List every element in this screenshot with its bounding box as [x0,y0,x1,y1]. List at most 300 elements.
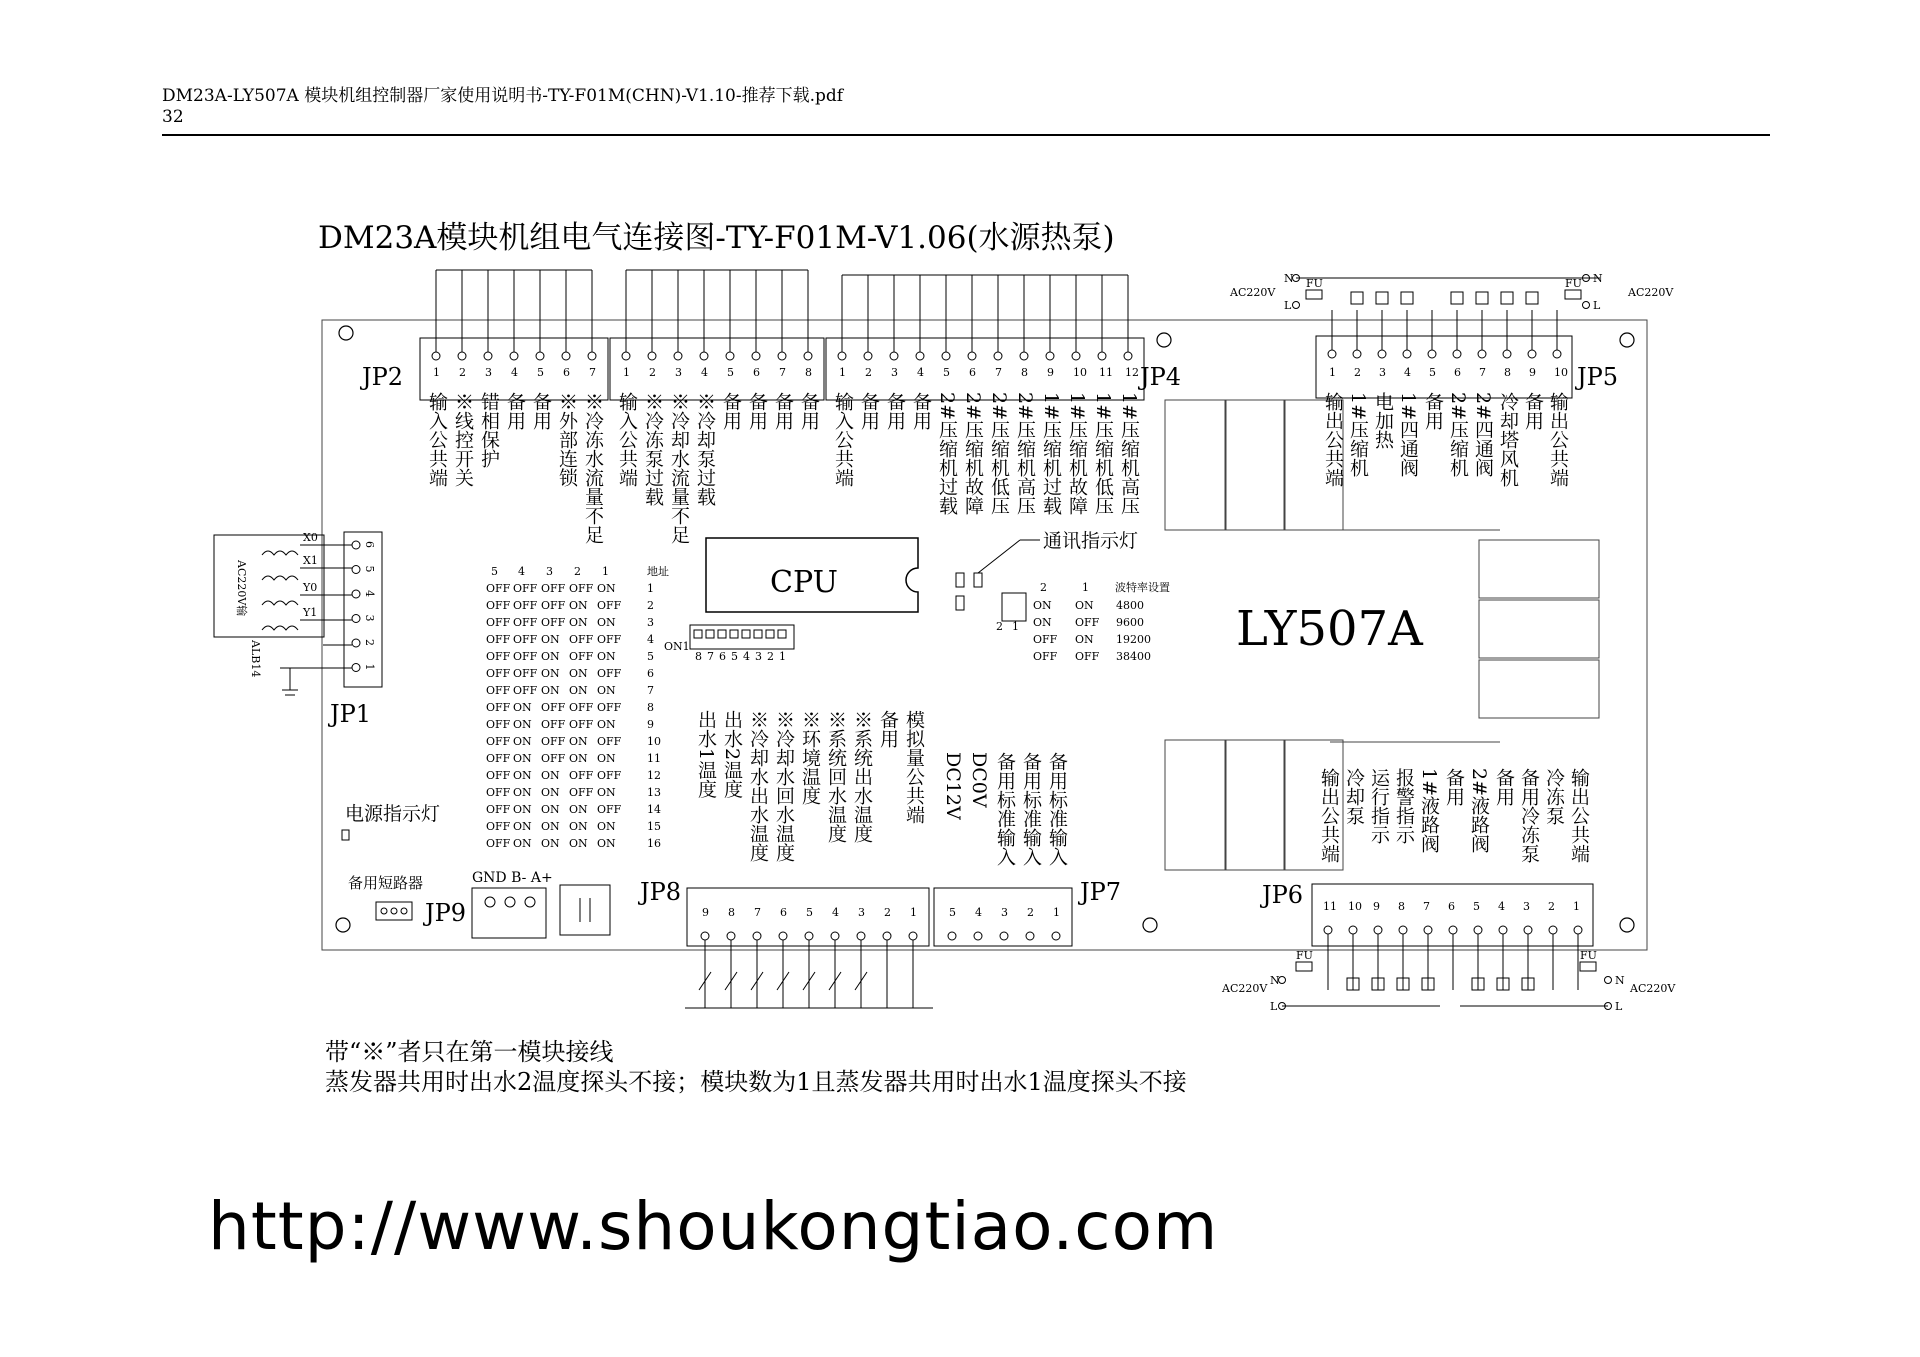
address-switch-state: ON [541,633,560,646]
jp4-pin-number: 7 [995,366,1002,379]
address-switch-state: ON [541,786,560,799]
jp6-output-label: 冷冻泵 [1543,768,1565,825]
address-switch-state: OFF [569,701,594,714]
address-switch-state: ON [513,735,532,748]
address-switch-state: ON [569,752,588,765]
baud-switch-state: ON [1033,616,1052,629]
jp8-terminal [857,932,865,940]
address-switch-state: OFF [541,616,566,629]
jp1-connector [344,532,382,687]
address-switch-state: OFF [486,582,511,595]
jp1-label: JP1 [330,700,372,728]
jp6-terminal [1324,926,1332,934]
address-switch-state: ON [569,616,588,629]
jp8-sensor-label: 备用 [877,710,899,748]
spare-shorting-header [376,902,412,920]
jp8-sensor-label: ※冷却水出水温度 [747,710,769,862]
address-switch-state: ON [541,667,560,680]
ac220-label: AC220V [1222,982,1268,995]
jp4-input-label: 2#压缩机低压 [988,392,1010,516]
jp4-pin-number: 6 [969,366,976,379]
address-switch-state: OFF [486,735,511,748]
address-switch-state: OFF [486,701,511,714]
jp6-pin-number: 2 [1548,900,1555,913]
jp4-input-label: 备用 [884,392,906,430]
jp4-terminal [1020,352,1028,360]
jp1-transformer [214,535,352,695]
jp8-terminal [805,932,813,940]
jp3-input-label: ※冷却水流量不足 [668,392,690,544]
jp2-terminal [536,352,544,360]
jp3-terminal [622,352,630,360]
address-switch-state: OFF [569,650,594,663]
line-terminal [1293,302,1300,309]
jp5-pin-number: 8 [1504,366,1511,379]
jp7-connector [934,752,1072,946]
address-switch-state: ON [513,786,532,799]
jp6-terminal [1574,926,1582,934]
jp2-input-label: ※线控开关 [452,392,474,487]
address-switch-state: OFF [486,599,511,612]
jp7-label: JP7 [1080,878,1122,906]
jp6-pin-number: 6 [1448,900,1455,913]
dip-toggle [778,630,786,638]
baud-dip-switch [1002,593,1026,621]
jp6-pin-number: 4 [1498,900,1505,913]
address-value: 3 [647,616,654,629]
jp2-terminal [432,352,440,360]
jp1-pin-number: 5 [363,565,376,573]
jp3-input-label: 备用 [798,392,820,430]
transformer-ac220: AC220V输 [235,560,248,617]
address-switch-state: ON [597,752,616,765]
baud-dip-pin: 1 [1012,620,1019,633]
baud-column-header: 1 [1082,581,1089,594]
ac220-label: AC220V [1628,286,1674,299]
transformer-alb: ALB14 [249,640,262,678]
jp8-sensor-label: 出水2温度 [721,710,743,799]
line-terminal [1583,302,1590,309]
jp1-terminal [352,541,360,549]
jp8-connector [685,710,933,1008]
jp4-input-label: 1#压缩机过载 [1040,392,1062,516]
address-switch-state: ON [569,803,588,816]
address-value: 6 [647,667,654,680]
address-switch-state: OFF [597,769,622,782]
jp8-pin-number: 1 [910,906,917,919]
jp3-terminal [752,352,760,360]
jp6-terminal [1549,926,1557,934]
address-column-header: 3 [546,565,553,578]
jp6-terminal [1474,926,1482,934]
address-switch-state: ON [541,820,560,833]
jp5-load-contactor [1501,292,1513,304]
jp5-load-contactor [1376,292,1388,304]
address-value: 9 [647,718,654,731]
address-value: 1 [647,582,654,595]
jp8-pin-number: 9 [702,906,709,919]
power-indicator [342,830,349,840]
address-switch-state: OFF [486,769,511,782]
address-column-header: 5 [491,565,498,578]
address-value: 5 [647,650,654,663]
jp7-terminal [1000,932,1008,940]
dip-toggle [706,630,714,638]
jp2-terminal [458,352,466,360]
jp6-pin-number: 5 [1473,900,1480,913]
jp4-housing [826,338,1144,400]
address-switch-state: ON [597,786,616,799]
jp2-input-label: ※外部连锁 [556,392,578,487]
jp3-pin-number: 2 [649,366,656,379]
address-switch-state: ON [597,650,616,663]
jp7-pin-number: 4 [975,906,982,919]
jp5-pin-number: 6 [1454,366,1461,379]
jp6-pin-number: 1 [1573,900,1580,913]
fuse-label: FU [1306,277,1323,290]
jp2-input-label: 备用 [530,392,552,430]
jp4-pin-number: 4 [917,366,924,379]
jp8-pin-number: 7 [754,906,761,919]
jp5-terminal [1503,350,1511,358]
jp7-terminal [948,932,956,940]
address-switch-state: OFF [597,667,622,680]
jp6-pin-number: 7 [1423,900,1430,913]
address-switch-state: OFF [597,599,622,612]
address-value: 13 [647,786,661,799]
jp2-pin-number: 1 [433,366,440,379]
address-switch-state: ON [541,650,560,663]
jp8-pin-number: 3 [858,906,865,919]
address-switch-state: OFF [541,701,566,714]
jp4-pin-number: 5 [943,366,950,379]
jp6-terminal [1524,926,1532,934]
address-switch-state: ON [597,582,616,595]
jp8-sensor-label: ※系统回水温度 [825,710,847,843]
dip-toggle [694,630,702,638]
fuse-label: FU [1565,277,1582,290]
dip-pin-number: 6 [719,650,726,663]
dip-pin-number: 5 [731,650,738,663]
dip-toggle [742,630,750,638]
address-switch-state: OFF [569,582,594,595]
jp4-terminal [890,352,898,360]
jp4-pin-number: 11 [1099,366,1113,379]
jp7-input-label: 备用标准输入 [994,752,1016,866]
address-switch-state: ON [597,718,616,731]
address-switch-state: OFF [513,616,538,629]
neutral-terminal [1605,977,1612,984]
address-switch-state: OFF [513,650,538,663]
jp6-output-label: 备用冷冻泵 [1518,768,1540,863]
jp2-input-label: 备用 [504,392,526,430]
jp4-pin-number: 1 [839,366,846,379]
jp6-output-label: 冷却泵 [1343,768,1365,825]
dip-pin-number: 1 [779,650,786,663]
jp4-input-label: 备用 [910,392,932,430]
jp6-terminal [1449,926,1457,934]
fuse [1580,962,1596,971]
address-switch-state: OFF [486,820,511,833]
baud-switch-state: ON [1075,599,1094,612]
jp5-output-label: 冷却塔风机 [1497,392,1519,487]
jp2-input-label: 输入公共端 [426,392,448,487]
jp4-pin-number: 10 [1073,366,1087,379]
line-label: L [1284,299,1292,312]
jp3-pin-number: 3 [675,366,682,379]
jp6-pin-number: 8 [1398,900,1405,913]
address-switch-state: OFF [513,633,538,646]
jp7-input-label: 备用标准输入 [1020,752,1042,866]
address-switch-state: OFF [597,633,622,646]
neutral-label: N [1284,272,1294,285]
address-switch-state: ON [513,718,532,731]
jp2-input-label: 错相保护 [478,392,500,468]
jp2-terminal [588,352,596,360]
jp4-terminal [1046,352,1054,360]
jp5-pin-number: 7 [1479,366,1486,379]
jp5-pin-number: 4 [1404,366,1411,379]
address-value: 15 [647,820,661,833]
dip-pin-number: 2 [767,650,774,663]
jp5-terminal [1353,350,1361,358]
jp8-sensor-label: 模拟量公共端 [903,710,925,824]
address-value: 16 [647,837,661,850]
baud-switch-state: ON [1033,599,1052,612]
jp6-output-label: 输出公共端 [1318,768,1340,863]
jp5-output-label: 2#四通阀 [1472,392,1494,478]
neutral-label: N [1615,974,1625,987]
transformer-y1: Y1 [303,606,318,619]
jp7-input-label: DC12V [942,752,964,820]
jp5-connector [1316,292,1572,487]
jp3-input-label: 备用 [772,392,794,430]
address-switch-state: OFF [486,650,511,663]
jp8-terminal [727,932,735,940]
address-switch-state: ON [569,684,588,697]
address-value: 8 [647,701,654,714]
address-column-header: 2 [574,565,581,578]
line-label: L [1270,1000,1278,1013]
jp7-terminal [1052,932,1060,940]
address-switch-state: OFF [569,718,594,731]
jp2-terminal [510,352,518,360]
jp3-terminal [674,352,682,360]
address-switch-state: OFF [541,582,566,595]
jp3-terminal [700,352,708,360]
jp8-pin-number: 8 [728,906,735,919]
ac220-label: AC220V [1630,982,1676,995]
address-switch-state: OFF [569,633,594,646]
note-1: 带“※”者只在第一模块接线 [325,1038,614,1066]
jp4-pin-number: 3 [891,366,898,379]
address-switch-state: ON [597,820,616,833]
jp4-pin-number: 12 [1125,366,1139,379]
fuse [1306,290,1322,299]
address-switch-state: OFF [597,735,622,748]
ac220-label: AC220V [1230,286,1276,299]
dip-toggle [718,630,726,638]
address-switch-state: OFF [486,718,511,731]
address-switch-state: ON [513,701,532,714]
jp3-pin-number: 4 [701,366,708,379]
jp8-pin-number: 5 [806,906,813,919]
jp7-pin-number: 3 [1001,906,1008,919]
jp9-pins-label: GND B- A+ [472,870,553,886]
dip-pin-number: 4 [743,650,750,663]
jp5-terminal [1328,350,1336,358]
address-switch-state: ON [541,684,560,697]
jp3-pin-number: 1 [623,366,630,379]
address-value: 7 [647,684,654,697]
jp5-load-contactor [1401,292,1413,304]
jp8-terminal [883,932,891,940]
jp2-pin-number: 7 [589,366,596,379]
address-switch-state: ON [541,769,560,782]
jp6-terminal [1499,926,1507,934]
jp8-label: JP8 [640,878,682,906]
address-switch-state: OFF [597,701,622,714]
baud-rate-value: 9600 [1116,616,1144,629]
jp9-label: JP9 [425,899,467,927]
jp1-terminal [352,615,360,623]
jp5-terminal [1403,350,1411,358]
jp2-input-label: ※冷冻水流量不足 [582,392,604,544]
dip-on-label: ON1 [664,640,690,653]
jp6-pin-number: 10 [1348,900,1362,913]
jp6-connector [1312,768,1593,990]
jp5-terminal [1378,350,1386,358]
jp3-pin-number: 5 [727,366,734,379]
fuse [1565,290,1581,299]
address-column-header: 1 [602,565,609,578]
jp3-connector [610,270,824,544]
baud-switch-state: OFF [1075,650,1100,663]
jp5-terminal [1553,350,1561,358]
jp6-terminal [1399,926,1407,934]
transformer-x0: X0 [303,531,318,544]
jp8-terminal [779,932,787,940]
baud-column-header: 2 [1040,581,1047,594]
jp6-output-label: 输出公共端 [1568,768,1590,863]
jp4-pin-number: 8 [1021,366,1028,379]
jp5-terminal [1478,350,1486,358]
footer-url[interactable]: http://www.shoukongtiao.com [208,1188,1219,1265]
jp5-pin-number: 9 [1529,366,1536,379]
jp6-terminal [1349,926,1357,934]
jp7-pin-number: 2 [1027,906,1034,919]
jp4-input-label: 1#压缩机低压 [1092,392,1114,516]
cpu-label: CPU [770,565,838,600]
jp3-input-label: ※冷却泵过载 [694,392,716,506]
jp4-input-label: 2#压缩机高压 [1014,392,1036,516]
jp3-terminal [726,352,734,360]
address-switch-state: ON [513,752,532,765]
jp4-input-label: 输入公共端 [832,392,854,487]
line-label: L [1615,1000,1623,1013]
jp3-pin-number: 7 [779,366,786,379]
address-switch-state: OFF [513,582,538,595]
jp6-terminal [1374,926,1382,934]
jp2-pin-number: 3 [485,366,492,379]
address-switch-state: OFF [569,769,594,782]
jp8-sensor-label: ※系统出水温度 [851,710,873,843]
jp4-pin-number: 9 [1047,366,1054,379]
address-column-header: 4 [518,565,525,578]
address-switch-state: ON [597,616,616,629]
jp5-label: JP5 [1577,363,1619,391]
address-switch-state: OFF [541,599,566,612]
address-switch-state: ON [513,837,532,850]
jp8-pin-number: 4 [832,906,839,919]
dip-pin-number: 7 [707,650,714,663]
jp1-terminal [352,590,360,598]
address-switch-state: OFF [541,752,566,765]
jp1-pin-number: 6 [363,541,376,548]
page-number: 32 [162,107,184,127]
dip-toggle [730,630,738,638]
jp5-output-label: 电加热 [1372,392,1394,449]
jp1-terminal [352,664,360,672]
jp5-output-label: 备用 [1422,392,1444,430]
address-switch-state: ON [569,735,588,748]
jp3-housing [610,338,824,400]
jp4-pin-number: 2 [865,366,872,379]
jp7-terminal [1026,932,1034,940]
jp6-output-label: 运行指示 [1368,768,1390,844]
jp5-pin-number: 3 [1379,366,1386,379]
baud-rate-value: 19200 [1116,633,1151,646]
address-value: 11 [647,752,661,765]
address-switch-state: OFF [597,803,622,816]
jp4-terminal [942,352,950,360]
jp6-label: JP6 [1262,881,1304,909]
address-switch-state: ON [513,769,532,782]
spare-shorting-label: 备用短路器 [348,874,424,892]
jp1-terminal [352,566,360,574]
jp3-input-label: 备用 [720,392,742,430]
jp4-terminal [1098,352,1106,360]
jp3-terminal [648,352,656,360]
jp9-connector [472,885,610,938]
jp1-terminal [352,639,360,647]
jp8-sensor-label: ※冷却水回水温度 [773,710,795,862]
jp5-pin-number: 1 [1329,366,1336,379]
jp7-pin-number: 1 [1053,906,1060,919]
jp2-connector [420,270,608,544]
address-switch-state: OFF [569,786,594,799]
jp8-terminal [909,932,917,940]
jp2-pin-number: 2 [459,366,466,379]
address-switch-state: ON [541,837,560,850]
jp5-load-contactor [1451,292,1463,304]
baud-dip-pin: 2 [996,620,1003,633]
dip-toggle [754,630,762,638]
jp5-output-label: 输出公共端 [1322,392,1344,487]
dip-pin-number: 3 [755,650,762,663]
neutral-label: N [1270,974,1280,987]
jp1-pin-number: 3 [363,614,376,622]
jp6-output-label: 报警指示 [1393,768,1415,844]
address-switch-state: OFF [486,684,511,697]
jp3-terminal [804,352,812,360]
jp3-terminal [778,352,786,360]
fuse [1296,962,1312,971]
jp4-input-label: 1#压缩机故障 [1066,392,1088,516]
baud-rate-value: 4800 [1116,599,1144,612]
jp5-pin-number: 2 [1354,366,1361,379]
address-switch-state: ON [597,684,616,697]
